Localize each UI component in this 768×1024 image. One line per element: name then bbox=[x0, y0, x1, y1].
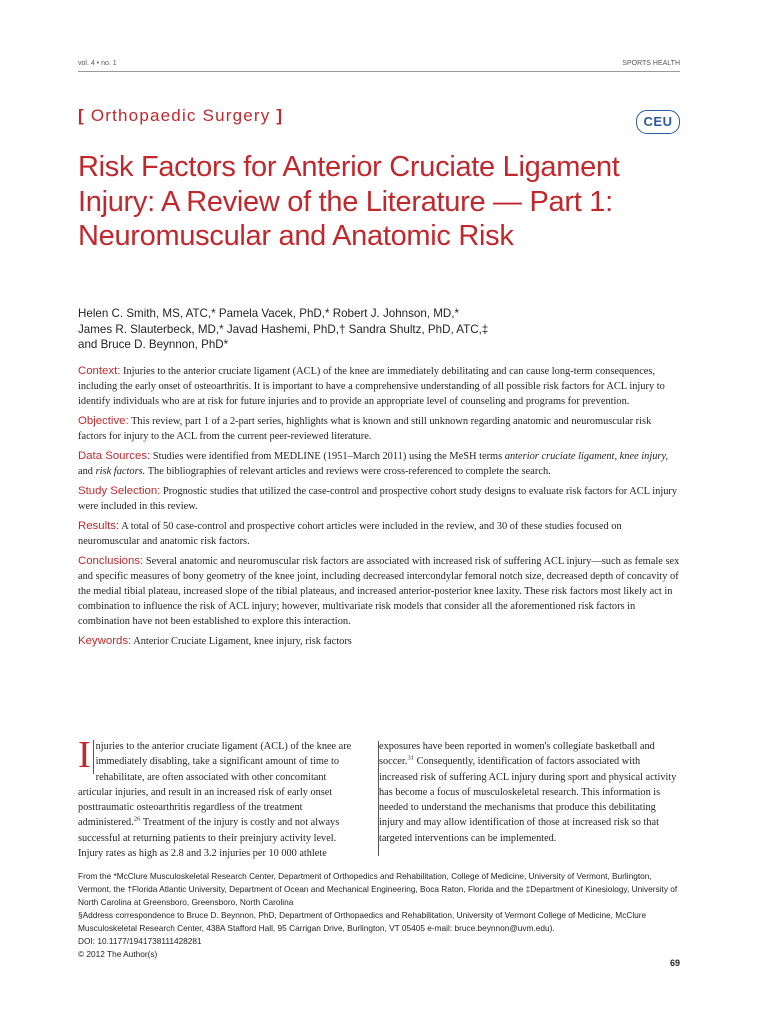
abstract-text: The bibliographies of relevant articles and reviews were cross-referenced to complete the search. bbox=[147, 466, 551, 477]
citation-ref: 31 bbox=[407, 754, 414, 762]
doi: DOI: 10.1177/1941738111428281 bbox=[78, 936, 202, 946]
abstract-label: Study Selection: bbox=[78, 485, 161, 497]
abstract-conclusions bbox=[78, 554, 680, 629]
drop-cap: I bbox=[78, 740, 94, 774]
body-text: njuries to the anterior cruciate ligament (ACL) of the knee are immediately disabling, take a significant amount of time to rehabilitate, are often associated with other concomitant articular injuries, and result in an increased risk of early onset posttraumatic osteoarthritis regardless of the treatment administered. bbox=[78, 741, 352, 829]
author-line: Helen C. Smith, MS, ATC,* Pamela Vacek, PhD,* Robert J. Johnson, MD,* bbox=[78, 307, 460, 320]
mesh-term: anterior cruciate ligament, knee injury, bbox=[504, 451, 669, 462]
abstract-text: Studies were identified from MEDLINE (1951–March 2011) using the MeSH terms bbox=[152, 451, 503, 462]
author-line: and Bruce D. Beynnon, PhD* bbox=[78, 338, 229, 351]
abstract-text: This review, part 1 of a 2-part series, highlights what is known and still unknown regarding anatomic and neuromuscular risk factors for injury to the ACL from the current peer-reviewed literature. bbox=[78, 416, 652, 442]
section-heading bbox=[78, 106, 283, 126]
abstract-label: Objective: bbox=[78, 415, 129, 427]
body-text: Consequently, identification of factors associated with increased risk of suffering ACL injury during sport and physical activity has become a focus of musculoskeletal research. This information is needed to understand the mechanisms that produce this debilitating injury and may allow identification of those at increased risk so that targeted interventions can be implemented. bbox=[379, 756, 677, 844]
abstract-data-sources bbox=[78, 449, 680, 479]
abstract-text: and bbox=[78, 466, 94, 477]
abstract-label: Keywords: bbox=[78, 635, 132, 647]
copyright: © 2012 The Author(s) bbox=[78, 949, 158, 959]
ceu-badge-icon: CEU bbox=[636, 110, 680, 134]
abstract-context bbox=[78, 364, 680, 409]
abstract-keywords bbox=[78, 634, 680, 649]
correspondence-note: §Address correspondence to Bruce D. Beynnon, PhD, Department of Orthopaedics and Rehabilitation, University of Vermont College of Medicine, McClure Musculoskeletal Research Center, 438A Stafford Hall, 95 Carrigan Drive, Burlington, VT 05405 e-mail: bruce.beynnon@uvm.edu). bbox=[78, 910, 647, 933]
page-number: 69 bbox=[669, 958, 680, 968]
footnotes bbox=[78, 870, 680, 961]
abstract-text: A total of 50 case-control and prospective cohort articles were included in the review, and 30 of these studies focused on neuromuscular and anatomic risk factors. bbox=[78, 521, 622, 547]
abstract-label: Results: bbox=[78, 520, 120, 532]
journal-name: SPORTS HEALTH bbox=[622, 60, 680, 67]
author-list bbox=[78, 306, 678, 353]
abstract-text: Anterior Cruciate Ligament, knee injury, risk factors bbox=[133, 636, 352, 647]
abstract-label: Context: bbox=[78, 365, 121, 377]
body-text: Treatment of the injury is costly and not always successful at returning patients to their preinjury activity level. Injury rates as high as 2.8 and 3.2 injuries per 10 000 athlete bbox=[78, 817, 340, 860]
body-text: exposures have been reported in women's collegiate basketball and soccer. bbox=[379, 741, 655, 768]
abstract-label: Conclusions: bbox=[78, 555, 144, 567]
abstract-text: Several anatomic and neuromuscular risk factors are associated with increased risk of suffering ACL injury—such as female sex and specific measures of bony geometry of the knee joint, including decreased intercondylar femoral notch size, decreased depth of concavity of the medial tibial plateau, increased slope of the tibial plateaus, and increased anterior-posterior knee laxity. These risk factors most likely act in combination to influence the risk of ACL injury; however, multivariate risk models that consider all the aforementioned risk factors in combination have not been established to explore this interaction. bbox=[78, 556, 680, 627]
abstract-study-selection bbox=[78, 484, 680, 514]
abstract-results bbox=[78, 519, 680, 549]
body-column-left bbox=[78, 734, 363, 861]
author-line: James R. Slauterbeck, MD,* Javad Hashemi, PhD,† Sandra Shultz, PhD, ATC,‡ bbox=[78, 322, 489, 336]
body-column-right bbox=[371, 739, 680, 846]
mesh-term: risk factors. bbox=[95, 466, 146, 477]
volume-issue: vol. 4 • no. 1 bbox=[78, 60, 117, 67]
body-paragraph bbox=[379, 739, 680, 846]
header-divider bbox=[78, 71, 680, 72]
section-bracket-close: ] bbox=[276, 106, 284, 125]
citation-ref: 26 bbox=[133, 816, 141, 824]
section-label: Orthopaedic Surgery bbox=[90, 106, 271, 125]
abstract-label: Data Sources: bbox=[78, 450, 151, 462]
affiliation-note: From the *McClure Musculoskeletal Research Center, Department of Orthopedics and Rehabilitation, College of Medicine, University of Vermont, Burlington, Vermont, the †Florida Atlantic University, Department of Ocean and Mechanical Engineering, Boca Raton, Florida and the ‡Department of Kinesiology, University of North Carolina at Greensboro, Greensboro, North Carolina bbox=[78, 871, 678, 907]
article-title: Risk Factors for Anterior Cruciate Ligament Injury: A Review of the Literature — Part 1: Neuromuscular and Anatomic Risk bbox=[78, 151, 620, 252]
section-bracket-open: [ bbox=[78, 106, 85, 125]
abstract-objective bbox=[78, 414, 680, 444]
abstract-text: Injuries to the anterior cruciate ligament (ACL) of the knee are immediately debilitating and can cause long-term consequences, including the early onset of osteoarthritis. It is important to have a comprehensive understanding of all possible risk factors for ACL injury to identify individuals who are at risk for future injuries and to provide an appropriate level of counseling and programs for prevention. bbox=[78, 366, 665, 407]
abstract bbox=[78, 364, 680, 654]
abstract-text: Prognostic studies that utilized the case-control and prospective cohort study designs to evaluate risk factors for ACL injury were included in this review. bbox=[78, 486, 678, 512]
